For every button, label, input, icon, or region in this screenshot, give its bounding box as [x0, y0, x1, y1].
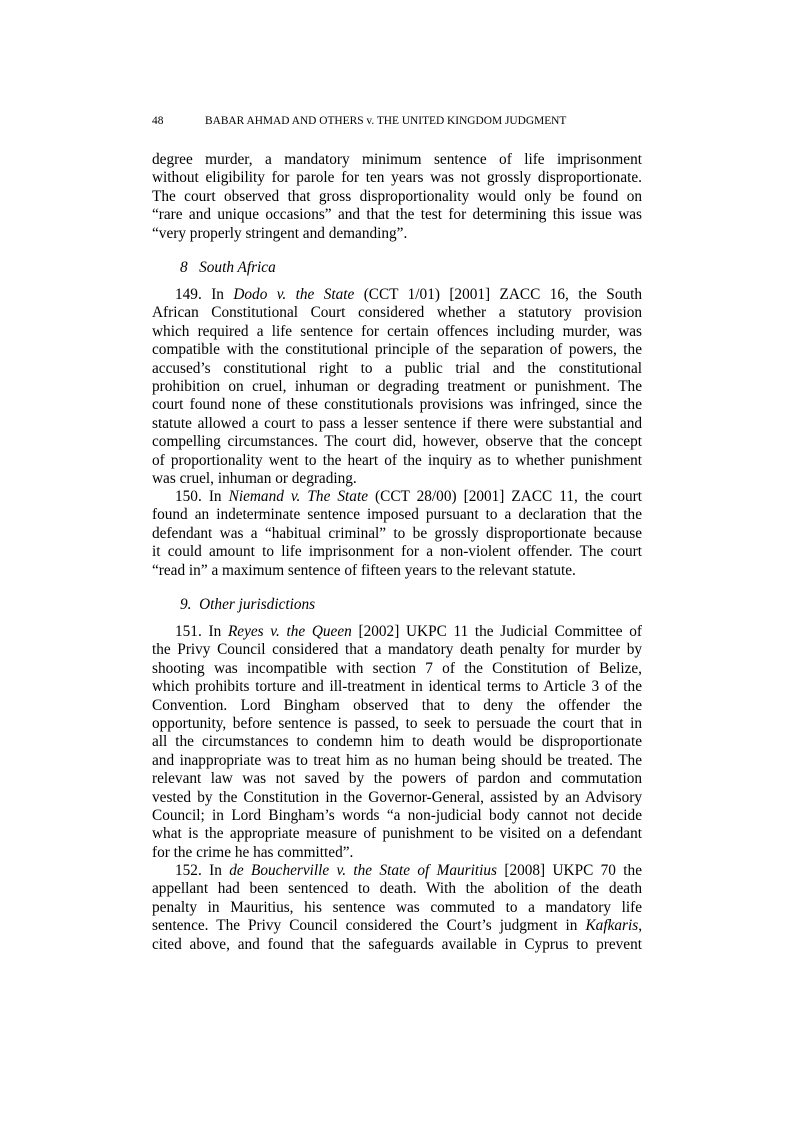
paragraph-149 — [152, 286, 642, 488]
text-line: it could amount to life imprisonment for a non-violent offender. The court — [152, 543, 642, 561]
paragraph-150 — [152, 488, 642, 580]
paragraph-number: 150. — [175, 488, 202, 505]
text-line: the Privy Council considered that a mandatory death penalty for murder by — [152, 641, 642, 659]
section-heading-south-africa: 8 South Africa — [180, 259, 276, 276]
case-name: Kafkaris — [585, 917, 639, 935]
text-line: degree murder, a mandatory minimum sentence of life imprisonment — [152, 151, 642, 168]
text-line: opportunity, before sentence is passed, to seek to persuade the court that in — [152, 714, 642, 732]
text-line: was cruel, inhuman or degrading. — [152, 469, 357, 487]
case-name: Reyes v. the Queen — [227, 623, 352, 640]
paragraph-first-line: 152. In de Boucherville v. the State of Mauritius [2008] UKPC 70 the — [175, 862, 642, 879]
text-line: cited above, and found that the safeguards available in Cyprus to prevent — [152, 935, 642, 953]
text-line: relevant law was not saved by the powers of pardon and commutation — [152, 770, 642, 788]
text-line: compelling circumstances. The court did, however, observe that the concept — [152, 433, 642, 451]
text-line: accused’s constitutional right to a public trial and the constitutional — [152, 359, 642, 377]
page-number: 48 — [152, 115, 164, 127]
case-name: Niemand v. The State — [228, 488, 368, 505]
text-line: court found none of these constitutionals provisions was infringed, since the — [152, 396, 642, 414]
text-line: which required a life sentence for certain offences including murder, was — [152, 322, 642, 340]
text-line: compatible with the constitutional principle of the separation of powers, the — [152, 341, 642, 359]
text-line: sentence. The Privy Council considered the Court’s judgment in Kafkaris, — [152, 917, 643, 935]
text-line: “read in” a maximum sentence of fifteen years to the relevant statute. — [152, 561, 576, 579]
text-line: prohibition on cruel, inhuman or degrading treatment or punishment. The — [152, 377, 642, 395]
text-line: appellant had been sentenced to death. With the abolition of the death — [152, 880, 642, 898]
text-line: The court observed that gross disproportionality would only be found on — [152, 187, 642, 205]
text-line: “rare and unique occasions” and that the test for determining this issue was — [152, 206, 642, 224]
text-line: what is the appropriate measure of punishment to be visited on a defendant — [152, 825, 642, 843]
judgment-title: BABAR AHMAD AND OTHERS v. THE UNITED KINGDOM JUDGMENT — [205, 115, 567, 127]
paragraph-number: 152. — [175, 862, 202, 879]
text-line: Council; in Lord Bingham’s words “a non-judicial body cannot not decide — [152, 806, 642, 824]
text-line: and inappropriate was to treat him as no human being should be treated. The — [152, 751, 642, 769]
text-line: which prohibits torture and ill-treatment in identical terms to Article 3 of the — [152, 678, 642, 696]
paragraph-first-line: 150. In Niemand v. The State (CCT 28/00) [2001] ZACC 11, the court — [175, 488, 643, 505]
text-line: found an indeterminate sentence imposed pursuant to a declaration that the — [152, 506, 642, 524]
text-line: without eligibility for parole for ten years was not grossly disproportionate. — [152, 169, 642, 187]
text-line: of proportionality went to the heart of the inquiry as to whether punishment — [152, 451, 642, 469]
text-line: defendant was a “habitual criminal” to be grossly disproportionate because — [152, 524, 642, 542]
text-line: penalty in Mauritius, his sentence was commuted to a mandatory life — [152, 898, 642, 916]
paragraph-number: 149. — [175, 286, 202, 303]
paragraph-first-line: 151. In Reyes v. the Queen [2002] UKPC 11 the Judicial Committee of — [175, 623, 642, 640]
section-heading-other-jurisdictions: 9. Other jurisdictions — [180, 596, 316, 613]
paragraph-continuation — [152, 151, 642, 243]
text-line: all the circumstances to condemn him to death would be disproportionate — [152, 733, 642, 751]
case-name: Dodo v. the State — [233, 286, 355, 303]
text-line: shooting was incompatible with section 7 of the Constitution of Belize, — [152, 659, 642, 677]
text-line: vested by the Constitution in the Governor-General, assisted by an Advisory — [152, 788, 642, 806]
text-line: Convention. Lord Bingham observed that to deny the offender the — [152, 696, 642, 714]
paragraph-number: 151. — [175, 623, 202, 640]
text-line: “very properly stringent and demanding”. — [152, 224, 408, 242]
case-name: de Boucherville v. the State of Mauritius — [229, 862, 497, 879]
paragraph-first-line: 149. In Dodo v. the State (CCT 1/01) [2001] ZACC 16, the South — [175, 286, 643, 303]
paragraph-151 — [152, 623, 642, 862]
text-line: African Constitutional Court considered whether a statutory provision — [152, 304, 642, 322]
text-line: statute allowed a court to pass a lesser sentence if there were substantial and — [152, 414, 642, 432]
text-line: for the crime he has committed”. — [152, 843, 354, 861]
paragraph-152 — [152, 862, 642, 954]
